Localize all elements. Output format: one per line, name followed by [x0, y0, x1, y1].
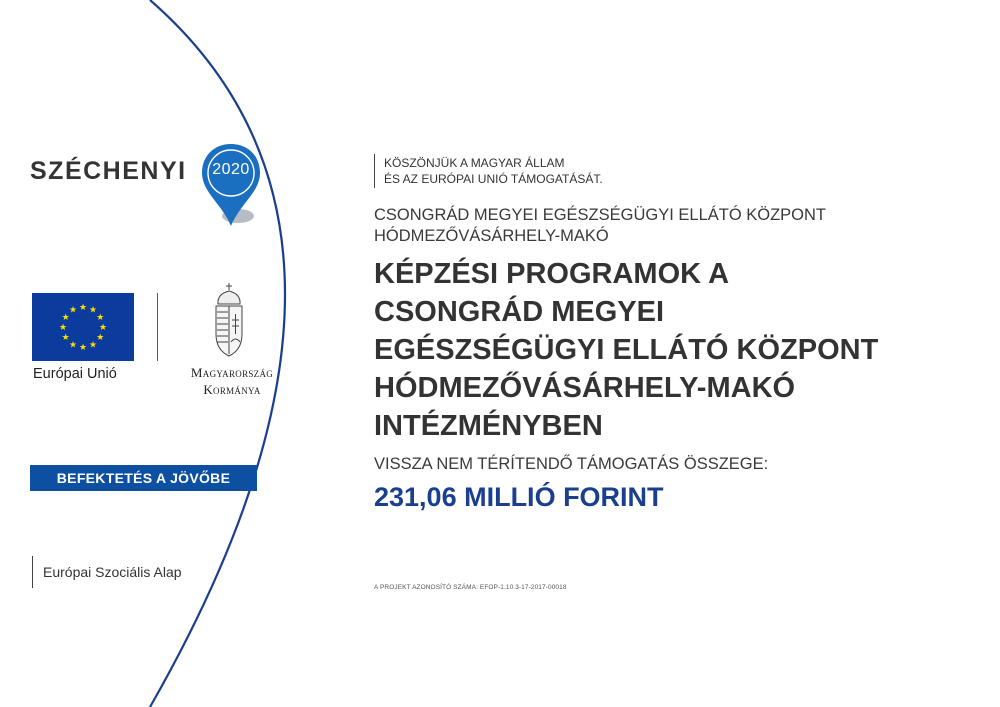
- project-title: [374, 255, 974, 445]
- svg-text:★: ★: [96, 313, 105, 323]
- thanks-line2: ÉS AZ EURÓPAI UNIÓ TÁMOGATÁSÁT.: [384, 172, 603, 186]
- title-line: CSONGRÁD MEGYEI: [374, 296, 665, 328]
- title-line: EGÉSZSÉGÜGYI ELLÁTÓ KÖZPONT: [374, 334, 879, 366]
- title-line: KÉPZÉSI PROGRAMOK A: [374, 258, 730, 290]
- svg-text:★: ★: [88, 340, 98, 351]
- invest-in-future-badge: BEFEKTETÉS A JÖVŐBE: [30, 465, 257, 491]
- logo-divider: [157, 293, 158, 361]
- svg-text:★: ★: [96, 333, 105, 343]
- esf-label: Európai Szociális Alap: [43, 564, 182, 580]
- thanks-divider: [374, 154, 375, 188]
- eu-label: Európai Unió: [33, 366, 117, 382]
- location-pin-icon: [200, 142, 262, 230]
- org-line1: CSONGRÁD MEGYEI EGÉSZSÉGÜGYI ELLÁTÓ KÖZPONT: [374, 206, 827, 224]
- svg-text:★: ★: [61, 333, 70, 343]
- svg-text:★: ★: [68, 305, 78, 316]
- svg-text:★: ★: [58, 323, 68, 333]
- svg-text:★: ★: [88, 305, 98, 316]
- svg-text:★: ★: [68, 340, 78, 351]
- thanks-line1: KÖSZÖNJÜK A MAGYAR ÁLLAM: [384, 156, 565, 170]
- title-line: INTÉZMÉNYBEN: [374, 410, 603, 442]
- szechenyi-2020-logo: [30, 138, 270, 228]
- svg-text:★: ★: [98, 323, 108, 333]
- coat-of-arms-icon: [211, 282, 247, 358]
- government-label: [170, 364, 294, 398]
- government-label-line1: Magyarország: [190, 365, 274, 380]
- org-line2: HÓDMEZŐVÁSÁRHELY-MAKÓ: [374, 227, 609, 245]
- eu-flag-icon: [32, 293, 134, 361]
- grant-label: VISSZA NEM TÉRÍTENDŐ TÁMOGATÁS ÖSSZEGE:: [374, 455, 769, 473]
- svg-text:★: ★: [78, 343, 88, 353]
- organization-name: [374, 205, 826, 247]
- grant-amount: 231,06 MILLIÓ FORINT: [374, 482, 664, 512]
- esf-divider: [32, 556, 33, 588]
- szechenyi-wordmark: SZÉCHENYI: [30, 157, 187, 185]
- svg-text:★: ★: [61, 313, 70, 323]
- svg-text:★: ★: [78, 303, 88, 313]
- government-label-line2: Kormánya: [203, 382, 261, 397]
- thanks-text: [384, 155, 603, 187]
- szechenyi-year: 2020: [212, 161, 250, 178]
- project-id: A PROJEKT AZONOSÍTÓ SZÁMA: EFOP-1.10.3-17-2017-00018: [374, 584, 567, 591]
- title-line: HÓDMEZŐVÁSÁRHELY-MAKÓ: [374, 372, 796, 404]
